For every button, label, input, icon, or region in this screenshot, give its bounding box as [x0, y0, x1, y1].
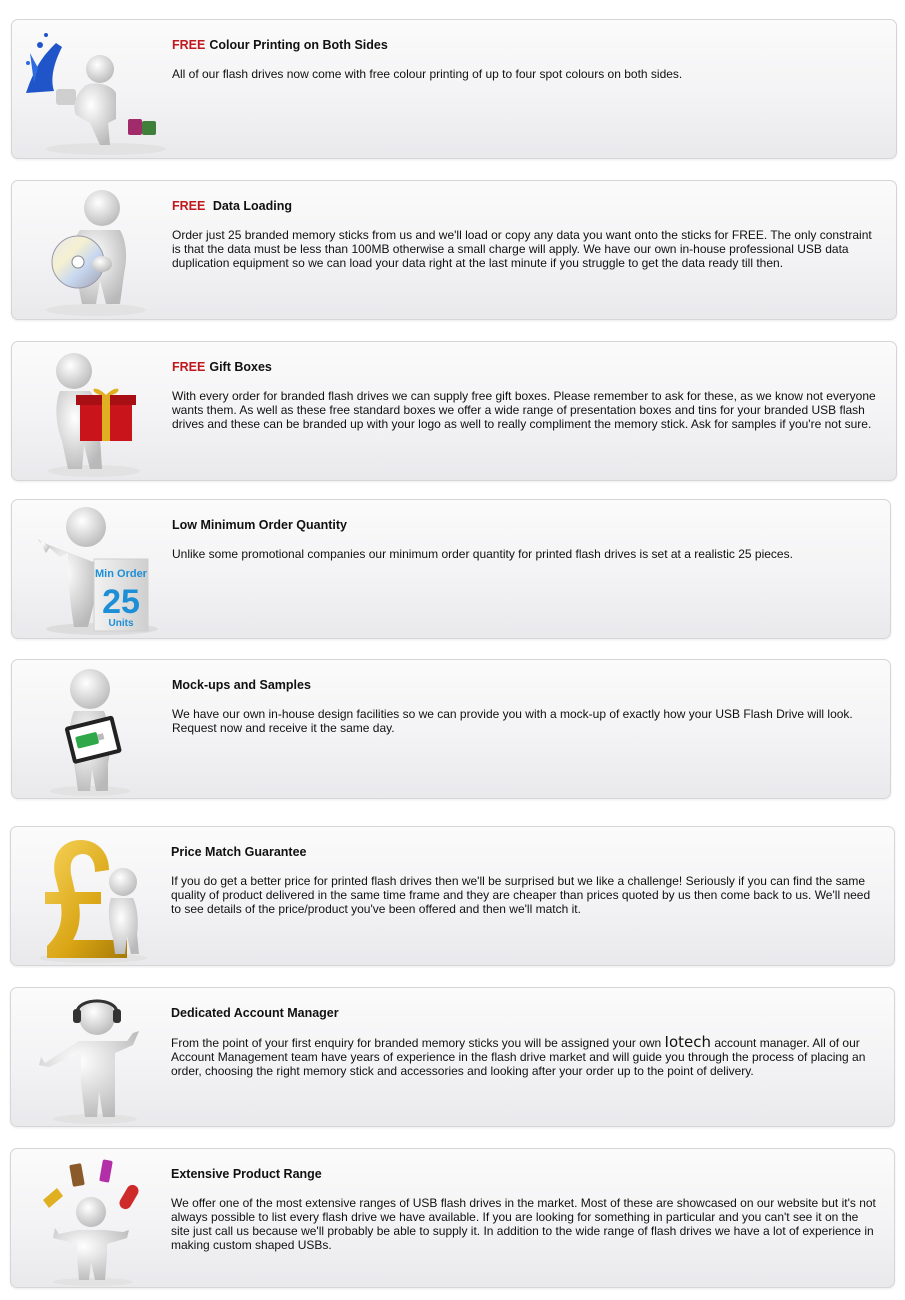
description-part: From the point of your first enquiry for branded memory sticks you will be assigned your own: [171, 1036, 665, 1050]
juggling-figure-icon: [15, 1152, 171, 1286]
feature-card-min-order: [11, 499, 891, 639]
painting-figure-icon: [16, 23, 172, 157]
feature-title: [172, 38, 388, 52]
sign-number: 25: [102, 583, 140, 621]
cd-figure-icon: [16, 184, 172, 318]
feature-description: We offer one of the most extensive ranges of USB flash drives in the market. Most of these are showcased on our website but it's not always possible to list every flash drive we have available. If you are looking for something in particular and you can't see it on the site just call us because we'll probably be able to supply it. In addition to the wide range of flash drives we have a lot of experience in making custom shaped USBs.: [171, 1196, 876, 1252]
headset-figure-icon: [15, 991, 171, 1125]
feature-description: All of our flash drives now come with free colour printing of up to four spot colours on both sides.: [172, 67, 683, 81]
feature-title: [172, 360, 272, 374]
feature-card-price-match: [10, 826, 895, 966]
feature-description: With every order for branded flash drives we can supply free gift boxes. Please remember to ask for these, as we know not everyone wants them. As well as these free standard boxes we offer a wide range of presentation boxes and tins for your branded USB flash drives and these can be branded up with your logo as well to really compliment the memory stick. Ask for samples if you're not sure.: [172, 389, 876, 431]
pound-sign-figure-icon: [15, 830, 171, 964]
gift-box-figure-icon: [16, 345, 172, 479]
feature-description: Order just 25 branded memory sticks from us and we'll load or copy any data you want onto the sticks for FREE. The only constraint is that the data must be less than 100MB otherwise a small charge will apply. We have our own in-house professional USB data duplication equipment so we can load your data right at the last minute if you struggle to get the data ready till then.: [172, 228, 872, 270]
feature-card-product-range: [10, 1148, 895, 1288]
free-label: FREE: [172, 199, 206, 213]
feature-title: Price Match Guarantee: [171, 845, 307, 859]
tablet-figure-icon: [16, 663, 172, 797]
min-order-figure-icon: [16, 503, 172, 637]
feature-title: Extensive Product Range: [171, 1167, 322, 1181]
feature-card-gift-boxes: [11, 341, 897, 481]
feature-title: [172, 199, 292, 213]
feature-description: If you do get a better price for printed flash drives then we'll be surprised but we like a challenge! Seriously if you can find the same quality of product delivered in the same time frame and they are cheaper than prices quoted by us then come back to us. We'll need to see details of the price/product you've been offered and then we'll match it.: [171, 874, 871, 916]
free-label: FREE: [172, 360, 206, 374]
feature-description: We have our own in-house design facilities so we can provide you with a mock-up of exactly how your USB Flash Drive will look. Request now and receive it the same day.: [172, 707, 853, 735]
feature-title: Mock-ups and Samples: [172, 678, 311, 692]
feature-card-data-loading: [11, 180, 897, 320]
free-label: FREE: [172, 38, 206, 52]
description-part: account manager. All of our Account Management team have years of experience in the flash drive market and will guide you through the process of placing an order, choosing the right memory stick and accessories and looking after your order up to the point of delivery.: [171, 1036, 866, 1078]
feature-description: [171, 1035, 878, 1078]
feature-title-text: Gift Boxes: [209, 360, 272, 374]
feature-title-text: Data Loading: [212, 199, 292, 213]
feature-title: Low Minimum Order Quantity: [172, 518, 348, 532]
brand-name: Iotech: [664, 1033, 712, 1051]
feature-title: Dedicated Account Manager: [171, 1006, 339, 1020]
feature-card-mockups: [11, 659, 891, 799]
sign-line3: Units: [108, 618, 134, 629]
feature-card-colour-printing: [11, 19, 897, 159]
feature-description: Unlike some promotional companies our minimum order quantity for printed flash drives is set at a realistic 25 pieces.: [172, 547, 793, 561]
feature-card-account-manager: [10, 987, 895, 1127]
feature-title-text: Colour Printing on Both Sides: [209, 38, 388, 52]
sign-line1: Min Order: [95, 568, 147, 580]
